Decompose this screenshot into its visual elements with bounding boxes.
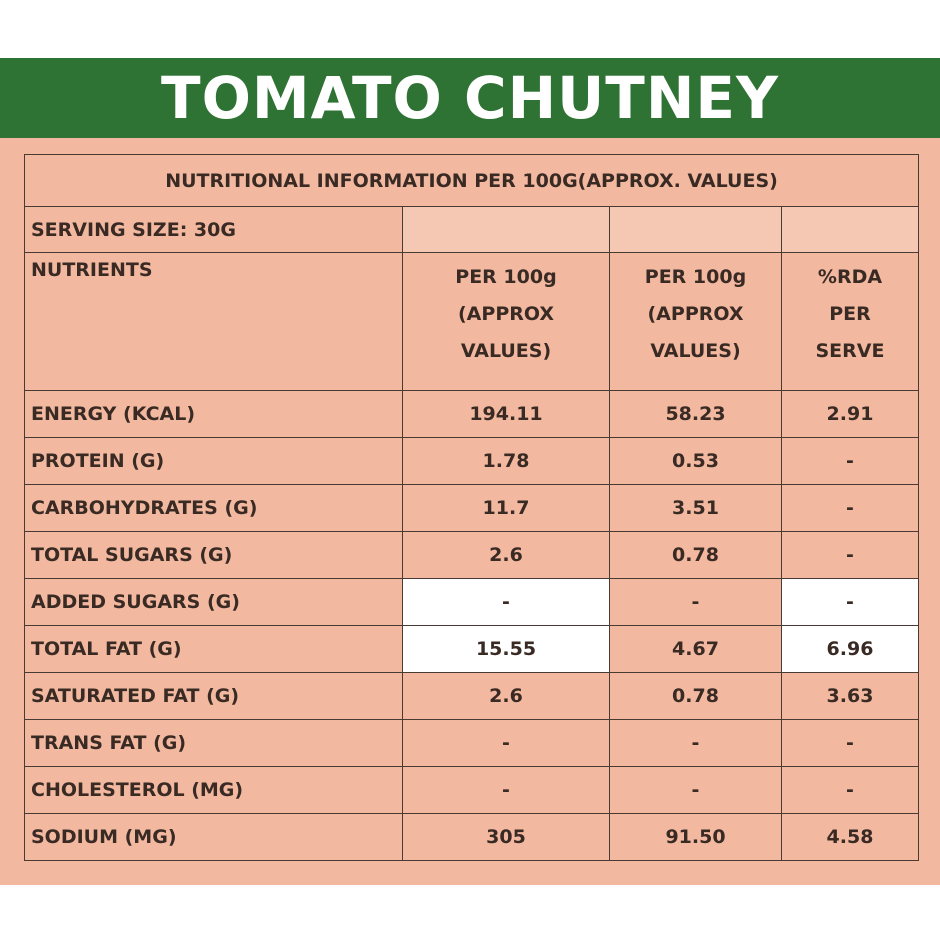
serving-size: SERVING SIZE: 30G: [25, 207, 403, 253]
per-serve-value: -: [610, 720, 782, 767]
per-serve-value: 3.51: [610, 485, 782, 532]
table-row: [25, 814, 919, 861]
per-100g-value: 11.7: [403, 485, 610, 532]
nutrient-name: TOTAL SUGARS (G): [25, 532, 403, 579]
per-100g-value: 1.78: [403, 438, 610, 485]
table-row: [25, 532, 919, 579]
rda-value: -: [782, 485, 919, 532]
rda-value: -: [782, 579, 919, 626]
column-header-line: SERVE: [815, 340, 885, 362]
per-serve-value: -: [610, 579, 782, 626]
column-header-line: PER: [829, 303, 871, 325]
per-serve-value: 0.78: [610, 532, 782, 579]
column-header-rda: [782, 253, 919, 391]
rda-value: 2.91: [782, 391, 919, 438]
per-100g-value: -: [403, 720, 610, 767]
product-title: TOMATO CHUTNEY: [161, 64, 779, 132]
nutrition-table: [24, 154, 919, 861]
per-serve-value: 91.50: [610, 814, 782, 861]
rda-value: 3.63: [782, 673, 919, 720]
column-header-line: PER 100g: [644, 266, 747, 288]
table-row: [25, 673, 919, 720]
table-row: [25, 579, 919, 626]
empty-cell: [403, 207, 610, 253]
per-serve-value: -: [610, 767, 782, 814]
nutrient-name: CHOLESTEROL (MG): [25, 767, 403, 814]
table-heading-row: [25, 155, 919, 207]
nutrition-panel: [0, 138, 940, 885]
table-row: [25, 391, 919, 438]
column-header-line: %RDA: [817, 266, 883, 288]
per-100g-value: 2.6: [403, 532, 610, 579]
per-serve-value: 58.23: [610, 391, 782, 438]
per-100g-value: 2.6: [403, 673, 610, 720]
nutrient-name: PROTEIN (G): [25, 438, 403, 485]
per-100g-value: -: [403, 579, 610, 626]
rda-value: -: [782, 438, 919, 485]
column-header-per-100g: [403, 253, 610, 391]
column-header-line: VALUES): [460, 340, 552, 362]
per-100g-value: 305: [403, 814, 610, 861]
nutrient-name: SODIUM (MG): [25, 814, 403, 861]
column-header-line: (APPROX: [458, 303, 554, 325]
column-header-nutrients: NUTRIENTS: [25, 253, 403, 391]
rda-value: 6.96: [782, 626, 919, 673]
nutrient-name: SATURATED FAT (G): [25, 673, 403, 720]
empty-cell: [610, 207, 782, 253]
column-header-per-serve: [610, 253, 782, 391]
column-header-line: (APPROX: [647, 303, 744, 325]
title-bar: [0, 58, 940, 138]
table-row: [25, 626, 919, 673]
rda-value: 4.58: [782, 814, 919, 861]
nutrient-name: TOTAL FAT (G): [25, 626, 403, 673]
nutrient-name: ADDED SUGARS (G): [25, 579, 403, 626]
nutrient-name: CARBOHYDRATES (G): [25, 485, 403, 532]
column-header-line: VALUES): [650, 340, 741, 362]
column-header-row: [25, 253, 919, 391]
serving-size-row: [25, 207, 919, 253]
table-heading: NUTRITIONAL INFORMATION PER 100G(APPROX. VALUES): [25, 155, 919, 207]
per-100g-value: 15.55: [403, 626, 610, 673]
table-row: [25, 438, 919, 485]
table-row: [25, 767, 919, 814]
rda-value: -: [782, 767, 919, 814]
column-header-line: PER 100g: [455, 266, 557, 288]
rda-value: -: [782, 720, 919, 767]
per-100g-value: -: [403, 767, 610, 814]
per-serve-value: 0.78: [610, 673, 782, 720]
table-row: [25, 485, 919, 532]
per-serve-value: 4.67: [610, 626, 782, 673]
table-row: [25, 720, 919, 767]
per-serve-value: 0.53: [610, 438, 782, 485]
empty-cell: [782, 207, 919, 253]
nutrient-name: ENERGY (KCAL): [25, 391, 403, 438]
per-100g-value: 194.11: [403, 391, 610, 438]
nutrient-name: TRANS FAT (G): [25, 720, 403, 767]
rda-value: -: [782, 532, 919, 579]
